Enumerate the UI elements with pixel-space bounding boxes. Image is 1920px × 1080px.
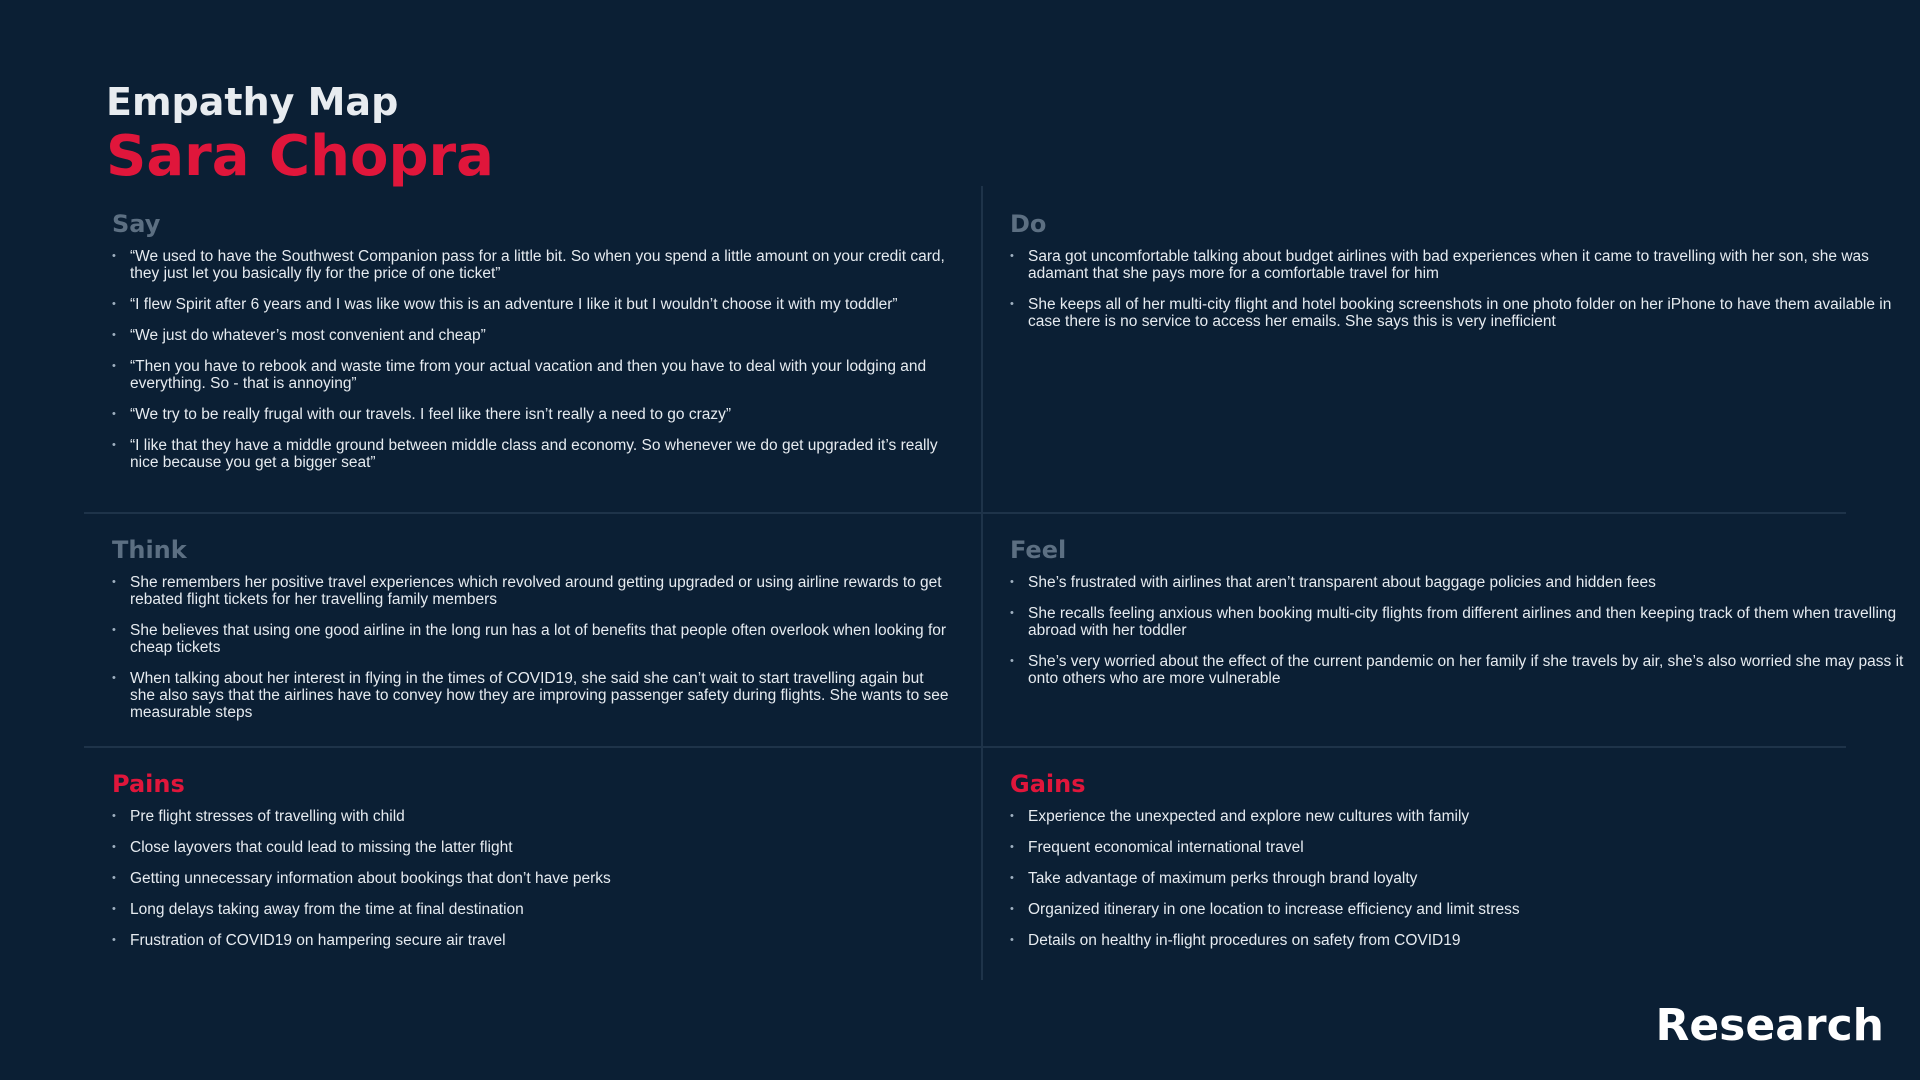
list-item: • “I flew Spirit after 6 years and I was like wow this is an adventure I like it but I wouldn’t choose it with my toddler” xyxy=(112,296,952,313)
page-header xyxy=(106,80,494,188)
list-item: • She’s frustrated with airlines that aren’t transparent about baggage policies and hidden fees xyxy=(1010,574,1910,591)
list-item: • “We used to have the Southwest Companion pass for a little bit. So when you spend a little amount on your credit card, they just let you basically fly for the price of one ticket” xyxy=(112,248,952,282)
list-item: • Frustration of COVID19 on hampering secure air travel xyxy=(112,932,952,949)
list-item: • “I like that they have a middle ground between middle class and economy. So whenever we do get upgraded it’s really nice because you get a bigger seat” xyxy=(112,437,952,471)
gains-heading: Gains xyxy=(1010,770,1086,798)
think-list xyxy=(112,574,952,721)
list-item: • She remembers her positive travel experiences which revolved around getting upgraded or using airline rewards to get rebated flight tickets for her travelling family members xyxy=(112,574,952,608)
say-section xyxy=(112,210,952,485)
persona-name: Sara Chopra xyxy=(106,124,494,189)
pains-list xyxy=(112,808,952,949)
page-kicker: Empathy Map xyxy=(106,80,399,124)
list-item: • Close layovers that could lead to missing the latter flight xyxy=(112,839,952,856)
list-item: • She keeps all of her multi-city flight and hotel booking screenshots in one photo folder on her iPhone to have them available in case there is no service to access her emails. She says this is very inefficient xyxy=(1010,296,1910,330)
think-heading: Think xyxy=(112,536,187,564)
list-item: • She recalls feeling anxious when booking multi-city flights from different airlines and then keeping track of them when travelling abroad with her toddler xyxy=(1010,605,1910,639)
gains-list xyxy=(1010,808,1910,949)
do-heading: Do xyxy=(1010,210,1047,238)
horizontal-divider xyxy=(84,746,1846,748)
list-item: • “Then you have to rebook and waste time from your actual vacation and then you have to deal with your lodging and everything. So - that is annoying” xyxy=(112,358,952,392)
list-item: • Sara got uncomfortable talking about budget airlines with bad experiences when it came to travelling with her son, she was adamant that she pays more for a comfortable travel for him xyxy=(1010,248,1910,282)
think-section xyxy=(112,536,952,735)
horizontal-divider xyxy=(84,512,1846,514)
gains-section xyxy=(1010,770,1910,963)
feel-heading: Feel xyxy=(1010,536,1067,564)
say-heading: Say xyxy=(112,210,161,238)
pains-heading: Pains xyxy=(112,770,185,798)
list-item: • Pre flight stresses of travelling with child xyxy=(112,808,952,825)
list-item: • Take advantage of maximum perks through brand loyalty xyxy=(1010,870,1910,887)
list-item: • “We try to be really frugal with our travels. I feel like there isn’t really a need to go crazy” xyxy=(112,406,952,423)
section-label: Research xyxy=(1655,1000,1884,1051)
empathy-map-grid xyxy=(84,186,1904,980)
list-item: • Long delays taking away from the time at final destination xyxy=(112,901,952,918)
do-list xyxy=(1010,248,1910,330)
list-item: • Frequent economical international travel xyxy=(1010,839,1910,856)
do-section xyxy=(1010,210,1910,344)
list-item: • She believes that using one good airline in the long run has a lot of benefits that people often overlook when looking for cheap tickets xyxy=(112,622,952,656)
pains-section xyxy=(112,770,952,963)
list-item: • Experience the unexpected and explore new cultures with family xyxy=(1010,808,1910,825)
feel-list xyxy=(1010,574,1910,687)
list-item: • When talking about her interest in flying in the times of COVID19, she said she can’t wait to start travelling again but she also says that the airlines have to convey how they are improving passenger safety during flights. She wants to see measurable steps xyxy=(112,670,952,721)
list-item: • She’s very worried about the effect of the current pandemic on her family if she travels by air, she’s also worried she may pass it onto others who are more vulnerable xyxy=(1010,653,1910,687)
list-item: • Getting unnecessary information about bookings that don’t have perks xyxy=(112,870,952,887)
feel-section xyxy=(1010,536,1910,701)
say-list xyxy=(112,248,952,471)
list-item: • Details on healthy in-flight procedures on safety from COVID19 xyxy=(1010,932,1910,949)
list-item: • “We just do whatever’s most convenient and cheap” xyxy=(112,327,952,344)
vertical-divider xyxy=(981,186,983,980)
list-item: • Organized itinerary in one location to increase efficiency and limit stress xyxy=(1010,901,1910,918)
